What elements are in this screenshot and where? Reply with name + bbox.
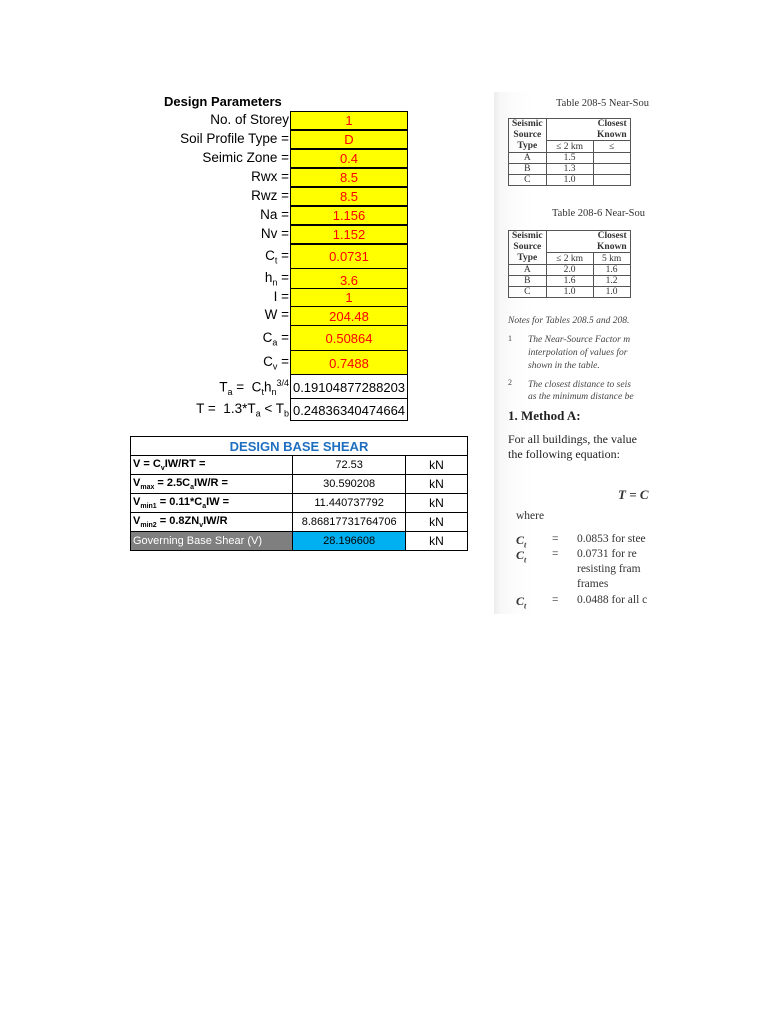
base-shear-title: DESIGN BASE SHEAR [131,437,468,456]
param-label: I = [273,289,289,304]
method-text-line: the following equation: [508,447,620,461]
param-label: Rwz = [251,188,289,203]
base-shear-label: $V_{min1} = 0.11*C_aIW$ = [131,494,293,513]
ct-symbol: $C_t$ [516,594,527,611]
table-header-cell: Closest [546,119,630,130]
param-label: $h_n$ = [264,270,289,288]
base-shear-title-row [131,437,468,456]
table-header-cell: ≤ 2 km [546,141,593,153]
param-label: $C_v$ = [263,354,289,372]
table-header-cell: Seismic Source Type [509,231,547,265]
table-cell: 1.0 [546,175,593,186]
table-header-cell: Known [546,242,630,253]
table-cell [593,175,630,186]
table-row [131,513,468,532]
param-value-cell[interactable]: 0.19104877288203 [290,374,408,399]
param-value-cell[interactable]: 8.5 [290,168,408,187]
param-label: Nv = [260,226,289,241]
param-row-weight [130,306,408,325]
param-label: Na = [260,207,289,222]
table-cell: 1.2 [593,276,630,287]
table-cell: 1.6 [593,265,630,276]
table-cell: A [509,265,547,276]
param-value-cell[interactable]: 8.5 [290,187,408,206]
table-cell: 1.0 [546,287,593,298]
param-label: Soil Profile Type = [180,131,289,146]
table-cell: B [509,164,547,175]
param-value-cell[interactable]: 0.7488 [290,350,408,375]
base-shear-value[interactable]: 30.590208 [293,475,406,494]
param-value-cell[interactable]: 1.156 [290,206,408,225]
table-row [131,475,468,494]
base-shear-value[interactable]: 8.86817731764706 [293,513,406,532]
period-equation: T = C [618,487,649,502]
param-row-rwz [130,187,408,205]
param-label: Seimic Zone = [202,150,289,165]
table-header-cell: ≤ 2 km [546,253,593,265]
base-shear-label: $V = C_vIW/RT$ = [131,456,293,475]
governing-base-shear-row [131,532,468,551]
base-shear-unit: kN [406,532,468,551]
table-208-6 [508,230,631,298]
param-row-nv [130,225,408,243]
table-cell: 1.0 [593,287,630,298]
param-row-importance [130,288,408,306]
param-label: Rwx = [251,169,289,184]
table-cell: C [509,175,547,186]
ct-definition: 0.0853 for stee [577,533,646,545]
param-row-hn [130,268,408,288]
note-1-line: The Near-Source Factor m [528,335,631,345]
param-label: $C_t$ = [265,248,289,266]
ct-definition: 0.0731 for re [577,548,637,560]
table-header-cell: 5 km [593,253,630,265]
note-number: 1 [508,334,512,343]
table-row [131,494,468,513]
equals-sign: = [552,548,559,560]
table-header-cell: Closest [546,231,630,242]
table-cell [593,153,630,164]
base-shear-label: $V_{max} = 2.5C_aIW/R$ = [131,475,293,494]
param-value-cell[interactable]: 1 [290,288,408,307]
ct-symbol: $C_t$ [516,548,527,565]
table-header-cell: Seismic Source Type [509,119,547,153]
equals-sign: = [552,594,559,606]
equals-sign: = [552,533,559,545]
param-value-cell[interactable]: 1.152 [290,225,408,244]
param-label: $C_a$ = [262,330,289,348]
param-row-storey [130,111,408,129]
table-208-6-caption: Table 208-6 Near-Sou [552,208,645,219]
param-row-rwx [130,168,408,186]
param-value-cell[interactable]: D [290,130,408,149]
ct-symbol: $C_t$ [516,533,527,550]
base-shear-value[interactable]: 72.53 [293,456,406,475]
ct-definition: 0.0488 for all c [577,594,648,606]
table-cell: 1.3 [546,164,593,175]
base-shear-unit: kN [406,513,468,532]
param-row-cv [130,350,408,374]
param-row-ct [130,244,408,268]
param-value-cell[interactable]: 3.6 [290,268,408,289]
where-label: where [516,510,545,522]
param-row-soil-profile [130,130,408,148]
param-label: $T_a = C_th_n^{3/4}$ [219,378,289,398]
base-shear-unit: kN [406,494,468,513]
table-cell: 2.0 [546,265,593,276]
param-row-ca [130,325,408,350]
table-cell: 1.5 [546,153,593,164]
param-row-ta [130,374,408,398]
method-text-line: For all buildings, the value [508,432,637,446]
param-row-period [130,398,408,420]
code-reference-scan [494,92,664,614]
table-208-5-caption: Table 208-5 Near-Sou [556,98,649,109]
design-parameters-title: Design Parameters [164,94,282,109]
table-cell: 1.6 [546,276,593,287]
param-label: No. of Storey [210,112,289,127]
note-2-line: as the minimum distance be [528,392,634,402]
base-shear-table [130,436,468,551]
table-cell [593,164,630,175]
table-header-cell: Known [546,130,630,141]
base-shear-value[interactable]: 11.440737792 [293,494,406,513]
table-row [131,456,468,475]
ct-definition: resisting fram [577,563,641,575]
notes-title: Notes for Tables 208.5 and 208. [508,316,630,326]
governing-base-shear-label: Governing Base Shear (V) [131,532,293,551]
ct-definition: frames [577,578,609,590]
param-label: W = [264,307,289,322]
base-shear-unit: kN [406,475,468,494]
governing-base-shear-value[interactable]: 28.196608 [293,532,406,551]
table-cell: A [509,153,547,164]
table-cell: B [509,276,547,287]
table-cell: C [509,287,547,298]
method-heading: 1. Method A: [508,408,581,423]
param-value-cell[interactable]: 0.4 [290,149,408,168]
note-1-line: shown in the table. [528,361,600,371]
note-2-line: The closest distance to seis [528,380,631,390]
param-row-seismic-zone [130,149,408,167]
note-1-line: interpolation of values for [528,348,628,358]
base-shear-label: $V_{min2} = 0.8ZN_vIW/R$ [131,513,293,532]
param-value-cell[interactable]: 204.48 [290,306,408,326]
base-shear-unit: kN [406,456,468,475]
param-value-cell[interactable]: 0.24836340474664 [290,398,408,421]
param-value-cell[interactable]: 0.0731 [290,244,408,269]
note-number: 2 [508,378,512,387]
param-value-cell[interactable]: 1 [290,111,408,130]
param-row-na [130,206,408,224]
param-value-cell[interactable]: 0.50864 [290,325,408,351]
table-208-5 [508,118,631,186]
table-header-cell: ≤ [593,141,630,153]
param-label: $T = 1.3*T_a < T_b$ [196,401,289,419]
